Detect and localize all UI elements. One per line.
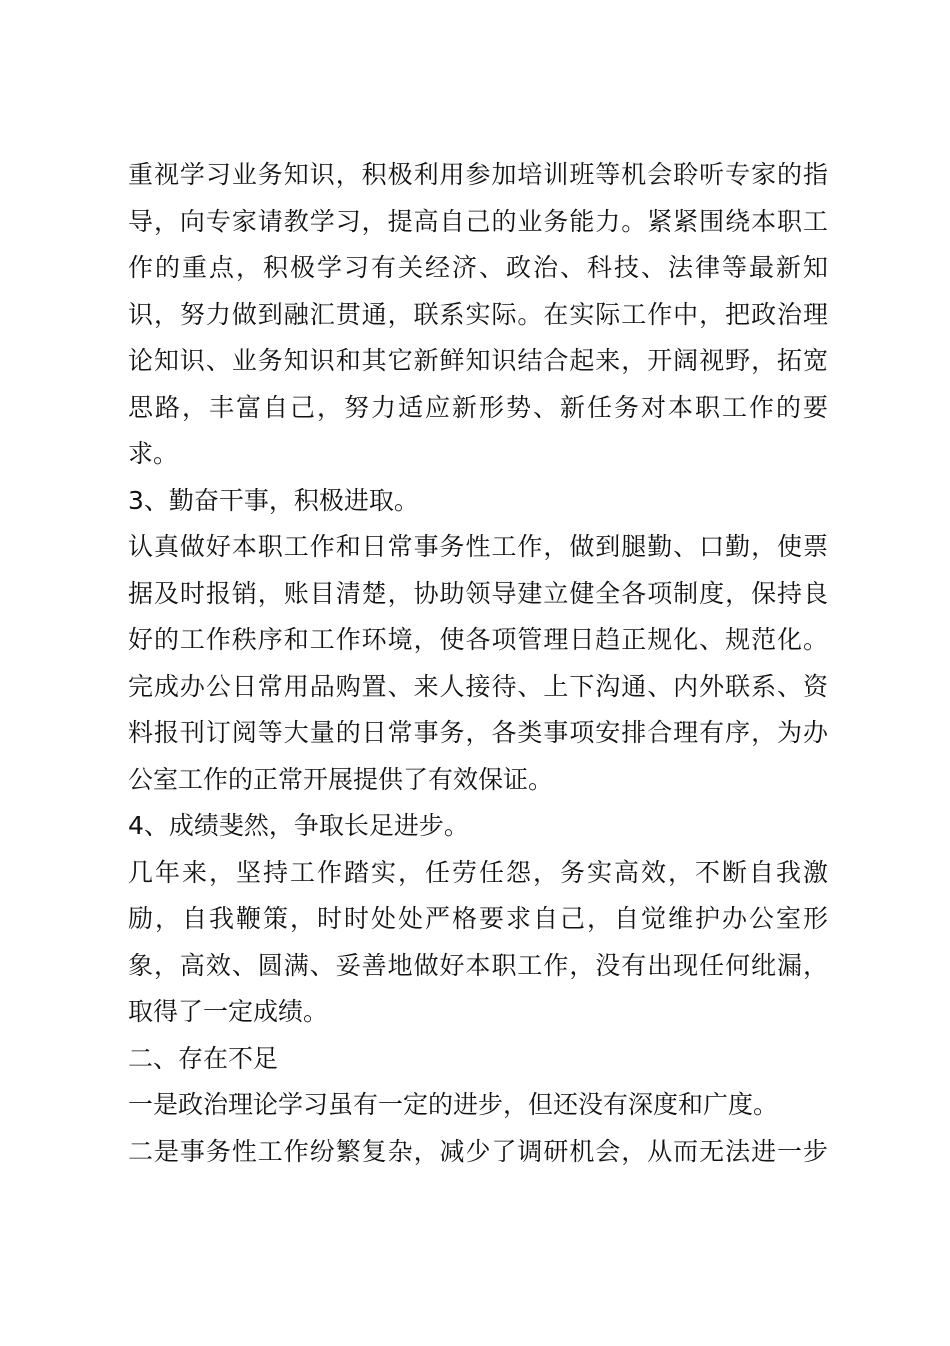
text-line: 重视学习业务知识，积极利用参加培训班等机会聆听专家的指 — [128, 160, 828, 189]
section-heading: 3、勤奋干事，积极进取。 — [128, 485, 419, 515]
text-line: 导，向专家请教学习，提高自己的业务能力。紧紧围绕本职工 — [128, 206, 828, 236]
text-line: 完成办公日常用品购置、来人接待、上下沟通、内外联系、资 — [128, 671, 828, 701]
text-line: 象，高效、圆满、妥善地做好本职工作，没有出现任何纰漏， — [128, 950, 828, 980]
text-line: 公室工作的正常开展提供了有效保证。 — [128, 764, 554, 794]
section-heading: 4、成绩斐然，争取长足进步。 — [128, 811, 469, 840]
text-line: 好的工作秩序和工作环境，使各项管理日趋正规化、规范化。 — [128, 625, 828, 654]
text-line: 求。 — [128, 439, 179, 468]
text-line: 论知识、业务知识和其它新鲜知识结合起来，开阔视野，拓宽 — [128, 346, 828, 375]
text-line: 认真做好本职工作和日常事务性工作，做到腿勤、口勤，使票 — [128, 532, 828, 561]
text-line: 几年来，坚持工作踏实，任劳任怨，务实高效，不断自我激 — [128, 857, 828, 887]
text-line: 据及时报销，账目清楚，协助领导建立健全各项制度，保持良 — [128, 578, 828, 608]
section-heading: 二、存在不足 — [128, 1043, 279, 1073]
document-body — [128, 152, 828, 1175]
text-line: 料报刊订阅等大量的日常事务，各类事项安排合理有序，为办 — [128, 718, 828, 747]
text-line: 一是政治理论学习虽有一定的进步，但还没有深度和广度。 — [128, 1090, 779, 1119]
text-line: 思路，丰富自己，努力适应新形势、新任务对本职工作的要 — [128, 392, 828, 422]
text-line: 识，努力做到融汇贯通，联系实际。在实际工作中，把政治理 — [128, 299, 828, 329]
text-line: 作的重点，积极学习有关经济、政治、科技、法律等最新知 — [128, 253, 828, 282]
text-line: 二是事务性工作纷繁复杂，减少了调研机会，从而无法进一步 — [128, 1136, 828, 1166]
text-line: 励，自我鞭策，时时处处严格要求自己，自觉维护办公室形 — [128, 904, 828, 933]
text-line: 取得了一定成绩。 — [128, 997, 329, 1026]
